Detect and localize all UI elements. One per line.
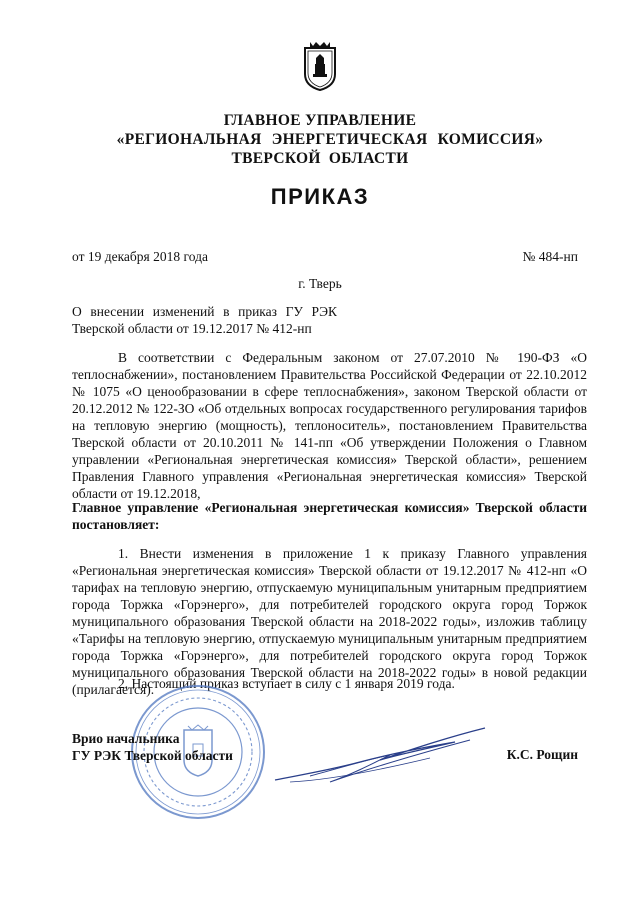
org-name-line2: «РЕГИОНАЛЬНАЯ ЭНЕРГЕТИЧЕСКАЯ КОМИССИЯ» (116, 131, 544, 148)
document-date: от 19 декабря 2018 года (72, 249, 208, 264)
handwritten-signature-icon (270, 720, 490, 790)
document-title: ПРИКАЗ (270, 184, 370, 209)
document-number: № 484-нп (522, 249, 578, 264)
signatory-position (72, 730, 233, 764)
org-name-line3: ТВЕРСКОЙ ОБЛАСТИ (231, 150, 409, 167)
signatory-position-line2: ГУ РЭК Тверской области (72, 748, 233, 763)
coat-of-arms-icon (302, 40, 338, 92)
preamble-paragraph: В соответствии с Федеральным законом от 27.07.2010 № 190-ФЗ «О теплоснабжении», постановлением Правительства Российской Федерации от 22.10.2012 № 1075 «О ценообразовании в сфере теплоснабжения», законом Тверской области от 20.12.2012 № 122-ЗО «Об отдельных вопросах государственного регулирования тарифов на тепловую энергию (мощность), теплоноситель», постановлением Правительства Тверской области от 20.10.2011 № 141-пп «Об утверждении Положения о Главном управлении «Региональная энергетическая комиссия» Тверской области», решением Правления Главного управления «Региональная энергетическая комиссия» Тверской области от 19.12.2018, (72, 350, 587, 501)
org-name-line1: ГЛАВНОЕ УПРАВЛЕНИЕ (223, 112, 417, 129)
clause-2-paragraph: 2. Настоящий приказ вступает в силу с 1 января 2019 года. (118, 676, 455, 691)
signatory-name: К.С. Рощин (506, 747, 578, 762)
signatory-position-line1: Врио начальника (72, 731, 180, 746)
resolution-paragraph: Главное управление «Региональная энергетическая комиссия» Тверской области постановляет: (72, 500, 587, 532)
document-subject: О внесении изменений в приказ ГУ РЭК Тверской области от 19.12.2017 № 412-нп (72, 304, 337, 336)
document-city: г. Тверь (298, 276, 342, 291)
clause-1-paragraph: 1. Внести изменения в приложение 1 к приказу Главного управления «Региональная энергетическая комиссия» Тверской области от 19.12.2017 № 412-нп «О тарифах на тепловую энергию, отпускаемую муниципальным унитарным предприятием города Торжка «Горэнерго», для потребителей городского округа город Торжок муниципального образования Тверской области на 2018-2022 годы», изложив таблицу «Тарифы на тепловую энергию, отпускаемую муниципальным унитарным предприятием города Торжка «Горэнерго», для потребителей городского округа город Торжок муниципального образования Тверской области на 2018-2022 годы» в новой редакции (прилагается). (72, 546, 587, 697)
